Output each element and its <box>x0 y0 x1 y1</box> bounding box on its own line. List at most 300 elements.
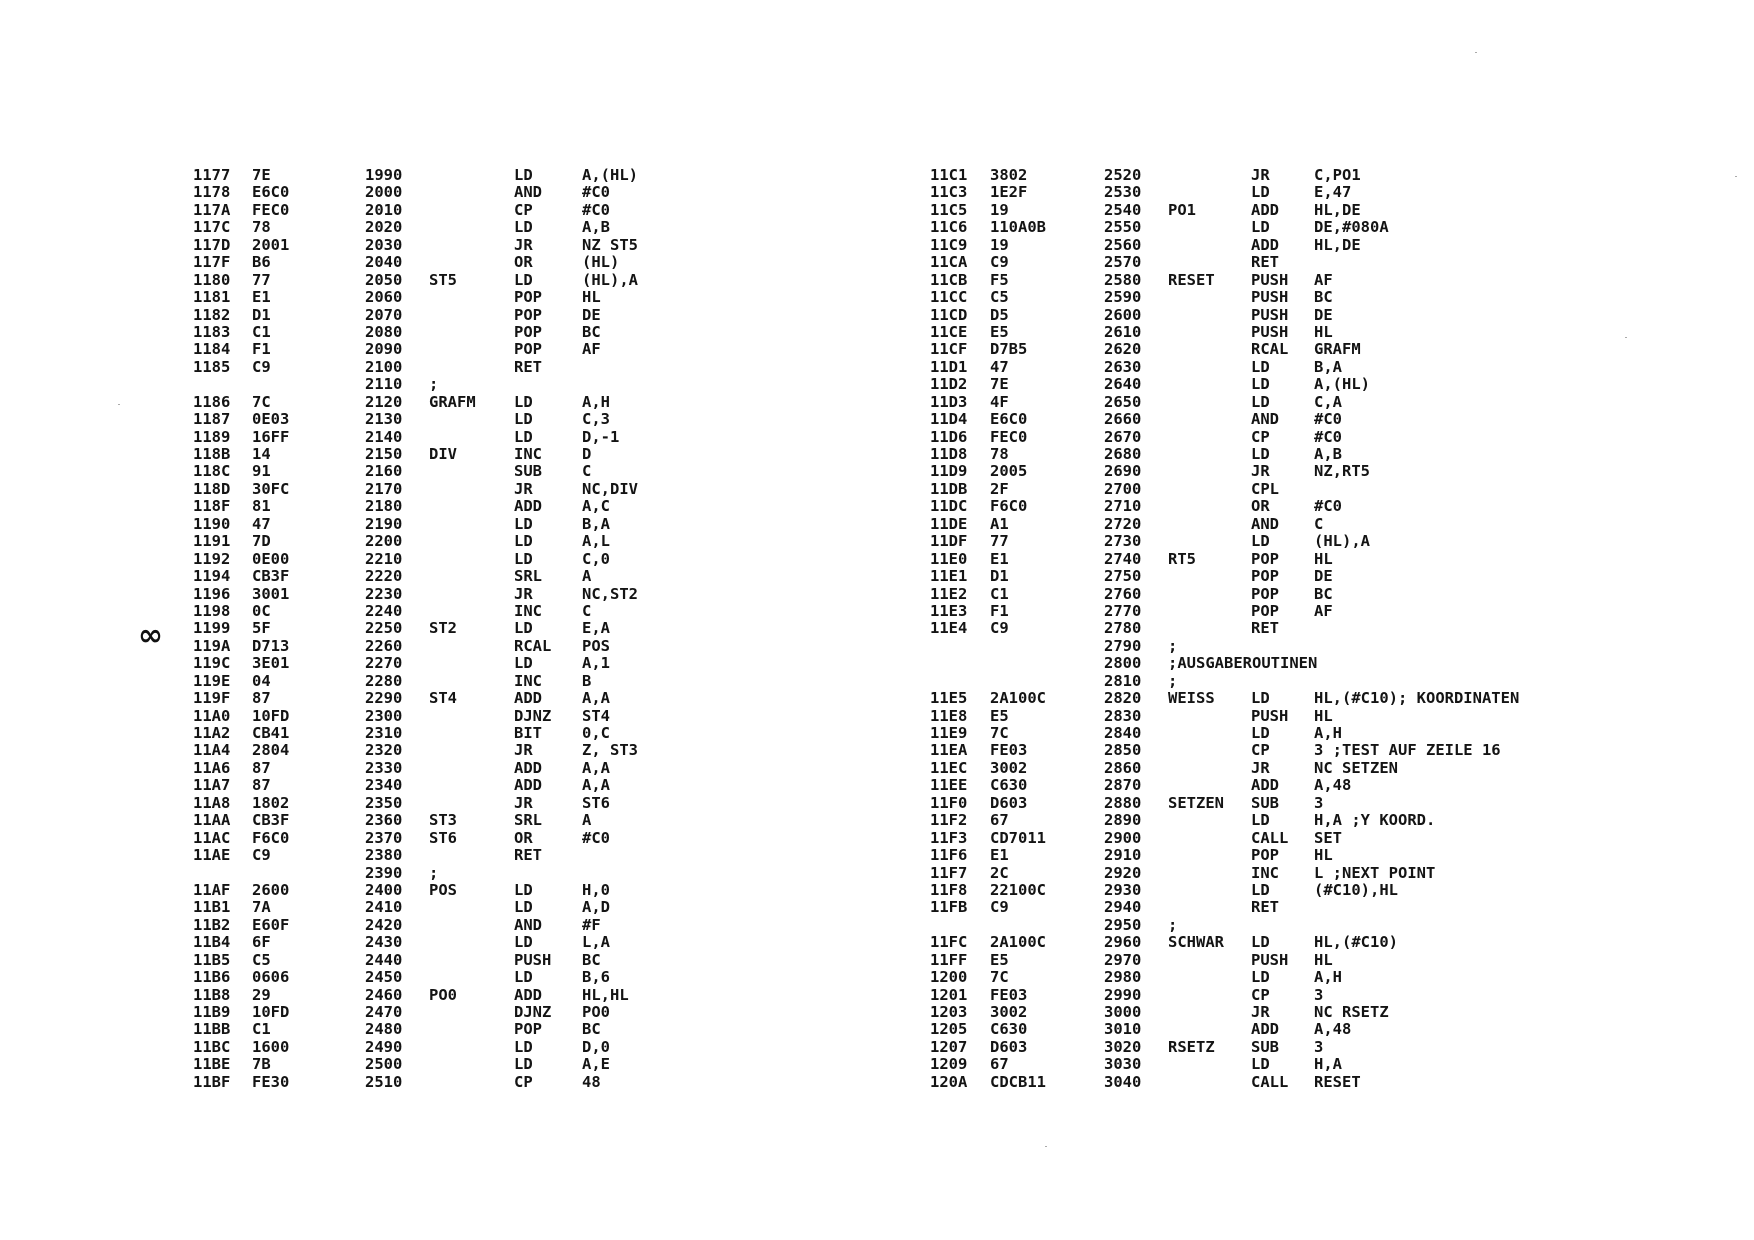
listing-op: JR <box>514 235 533 254</box>
listing-op: LD <box>1251 445 1270 463</box>
listing-addr: 119E <box>193 671 231 690</box>
listing-line: 2250 <box>365 619 403 638</box>
listing-op: PUSH <box>1251 305 1289 324</box>
listing-addr: 11CC <box>930 288 968 307</box>
listing-op: LD <box>514 1055 533 1074</box>
listing-arg: NC,DIV <box>582 479 638 498</box>
listing-addr: 120A <box>930 1072 968 1091</box>
listing-code: CB3F <box>252 567 290 586</box>
listing-addr: 1192 <box>193 549 231 568</box>
listing-label: RESET <box>1168 270 1215 289</box>
listing-op: INC <box>514 671 542 690</box>
listing-arg: ST4 <box>582 706 610 725</box>
listing-line: 2530 <box>1104 183 1142 202</box>
listing-addr: 11E9 <box>930 724 968 742</box>
listing-op: PUSH <box>1251 288 1289 307</box>
listing-code: C9 <box>252 357 271 376</box>
listing-addr: 1186 <box>193 392 231 411</box>
listing-code: A1 <box>990 514 1009 533</box>
listing-code: C9 <box>990 619 1009 638</box>
listing-code: 0C <box>252 601 271 620</box>
listing-line: 2670 <box>1104 427 1142 446</box>
listing-op: LD <box>514 218 533 237</box>
listing-arg: (HL),A <box>582 270 638 289</box>
listing-arg: HL <box>1314 846 1333 865</box>
listing-addr: 11B2 <box>193 915 231 934</box>
listing-addr: 11EA <box>930 741 968 760</box>
listing-arg: C,PO1 <box>1314 166 1361 184</box>
listing-addr: 118D <box>193 479 231 498</box>
listing-line: 2840 <box>1104 724 1142 742</box>
listing-arg: #F <box>582 915 601 934</box>
listing-op: LD <box>514 898 533 917</box>
listing-op: AND <box>514 915 542 934</box>
listing-arg: C,0 <box>582 549 610 568</box>
listing-code: 47 <box>252 514 271 533</box>
listing-arg: 3 <box>1314 985 1324 1004</box>
listing-op: LD <box>1251 968 1270 987</box>
listing-addr: 119F <box>193 689 231 708</box>
listing-line: 2080 <box>365 322 403 341</box>
listing-code: 19 <box>990 200 1009 219</box>
listing-code: 30FC <box>252 479 290 498</box>
listing-addr: 11E8 <box>930 706 968 725</box>
listing-addr: 11B4 <box>193 933 231 952</box>
listing-arg: 3 ;TEST AUF ZEILE 16 <box>1314 741 1501 760</box>
listing-addr: 11EC <box>930 758 968 777</box>
listing-code: 7E <box>252 166 271 184</box>
listing-line: 2960 <box>1104 933 1142 952</box>
listing-line: 2580 <box>1104 270 1142 289</box>
listing-addr: 11BB <box>193 1020 231 1039</box>
listing-code: 22100C <box>990 880 1046 899</box>
listing-code: 78 <box>990 445 1009 463</box>
listing-addr: 1189 <box>193 427 231 446</box>
listing-op: PUSH <box>1251 322 1289 341</box>
listing-code: 2804 <box>252 741 290 760</box>
listing-code: 7C <box>990 724 1009 742</box>
listing-line: 2520 <box>1104 166 1142 184</box>
listing-code: C630 <box>990 776 1028 795</box>
listing-line: 2100 <box>365 357 403 376</box>
listing-line: 2930 <box>1104 880 1142 899</box>
listing-line: 2800 <box>1104 654 1142 673</box>
listing-line: 3000 <box>1104 1003 1142 1021</box>
listing-op: LD <box>1251 880 1270 899</box>
listing-code: D5 <box>990 305 1009 324</box>
listing-line: 1990 <box>365 166 403 184</box>
listing-arg: A,L <box>582 532 610 551</box>
listing-line: 2130 <box>365 410 403 429</box>
listing-line: 2720 <box>1104 514 1142 533</box>
listing-code: 77 <box>252 270 271 289</box>
listing-code: CD7011 <box>990 828 1046 847</box>
listing-label: ST6 <box>429 828 457 847</box>
listing-code: 2A100C <box>990 933 1046 952</box>
listing-line: 2240 <box>365 601 403 620</box>
listing-addr: 117F <box>193 253 231 272</box>
listing-label: PO0 <box>429 985 457 1004</box>
listing-arg: #C0 <box>1314 410 1342 429</box>
listing-addr: 11D1 <box>930 357 968 376</box>
listing-code: E5 <box>990 950 1009 969</box>
listing-op: SRL <box>514 567 542 586</box>
listing-addr: 117D <box>193 235 231 254</box>
listing-addr: 11FC <box>930 933 968 952</box>
listing-arg: 48 <box>582 1072 601 1091</box>
listing-line: 2230 <box>365 584 403 603</box>
listing-arg: HL,(#C10) <box>1314 933 1398 952</box>
listing-label: RT5 <box>1168 549 1196 568</box>
listing-addr: 11D8 <box>930 445 968 463</box>
listing-arg: BC <box>582 950 601 969</box>
listing-arg: BC <box>582 322 601 341</box>
listing-line: 2980 <box>1104 968 1142 987</box>
listing-line: 2770 <box>1104 601 1142 620</box>
listing-code: 0E03 <box>252 410 290 429</box>
listing-line: 2640 <box>1104 375 1142 394</box>
listing-code: 91 <box>252 462 271 481</box>
listing-line: 2510 <box>365 1072 403 1091</box>
listing-label: GRAFM <box>429 392 476 411</box>
listing-code: C9 <box>252 846 271 865</box>
listing-op: ADD <box>514 776 542 795</box>
listing-line: 2050 <box>365 270 403 289</box>
listing-op: LD <box>514 427 533 446</box>
listing-label: WEISS <box>1168 689 1215 708</box>
listing-code: 10FD <box>252 706 290 725</box>
listing-op: ADD <box>514 497 542 516</box>
listing-op: LD <box>1251 375 1270 394</box>
listing-line: 2570 <box>1104 253 1142 272</box>
listing-arg: BC <box>1314 584 1333 603</box>
listing-line: 2730 <box>1104 532 1142 551</box>
listing-addr: 11E1 <box>930 567 968 586</box>
listing-addr: 11BC <box>193 1037 231 1056</box>
listing-arg: A,(HL) <box>1314 375 1370 394</box>
listing-op: ADD <box>514 689 542 708</box>
listing-op: LD <box>1251 1055 1270 1074</box>
listing-op: CP <box>514 200 533 219</box>
listing-addr: 11B1 <box>193 898 231 917</box>
listing-arg: A,1 <box>582 654 610 673</box>
listing-line: 2620 <box>1104 340 1142 359</box>
listing-op: JR <box>514 479 533 498</box>
listing-addr: 11E2 <box>930 584 968 603</box>
listing-label: ; <box>1168 671 1178 690</box>
listing-line: 2260 <box>365 636 403 655</box>
listing-op: ADD <box>1251 776 1279 795</box>
listing-line: 2480 <box>365 1020 403 1039</box>
listing-line: 2200 <box>365 532 403 551</box>
listing-code: E60F <box>252 915 290 934</box>
listing-line: 2560 <box>1104 235 1142 254</box>
listing-op: OR <box>514 253 533 272</box>
listing-addr: 11AA <box>193 811 231 830</box>
listing-arg: C,3 <box>582 410 610 429</box>
listing-line: 2790 <box>1104 636 1142 655</box>
listing-line: 2000 <box>365 183 403 202</box>
listing-op: LD <box>514 532 533 551</box>
margin-mark: ∞ <box>138 618 163 653</box>
listing-op: ADD <box>514 758 542 777</box>
listing-line: 2740 <box>1104 549 1142 568</box>
listing-addr: 11E4 <box>930 619 968 638</box>
listing-arg: HL <box>1314 706 1333 725</box>
listing-code: 67 <box>990 811 1009 830</box>
listing-op: CP <box>1251 741 1270 760</box>
listing-addr: 117A <box>193 200 231 219</box>
listing-addr: 11A8 <box>193 793 231 812</box>
listing-code: FE03 <box>990 985 1028 1004</box>
listing-op: JR <box>514 584 533 603</box>
listing-op: LD <box>514 514 533 533</box>
listing-arg: D <box>582 445 592 463</box>
listing-addr: 11B5 <box>193 950 231 969</box>
listing-line: 2940 <box>1104 898 1142 917</box>
listing-addr: 11BE <box>193 1055 231 1074</box>
listing-line: 2350 <box>365 793 403 812</box>
listing-code: 77 <box>990 532 1009 551</box>
listing-op: LD <box>514 933 533 952</box>
listing-addr: 11EE <box>930 776 968 795</box>
listing-code: 5F <box>252 619 271 638</box>
listing-op: ADD <box>1251 1020 1279 1039</box>
listing-code: E1 <box>990 846 1009 865</box>
listing-arg: A,H <box>582 392 610 411</box>
listing-op: CP <box>1251 985 1270 1004</box>
listing-label: ; <box>1168 915 1178 934</box>
listing-code: F5 <box>990 270 1009 289</box>
listing-code: 2600 <box>252 880 290 899</box>
listing-line: 2900 <box>1104 828 1142 847</box>
listing-arg: PO0 <box>582 1003 610 1021</box>
listing-code: 7C <box>252 392 271 411</box>
listing-arg: AF <box>1314 270 1333 289</box>
listing-code: 29 <box>252 985 271 1004</box>
listing-op: POP <box>1251 567 1279 586</box>
listing-label: ST5 <box>429 270 457 289</box>
listing-op: POP <box>514 1020 542 1039</box>
listing-arg: NC SETZEN <box>1314 758 1398 777</box>
listing-op: INC <box>514 601 542 620</box>
listing-code: CB41 <box>252 724 290 742</box>
listing-line: 2870 <box>1104 776 1142 795</box>
listing-arg: #C0 <box>582 828 610 847</box>
listing-op: POP <box>1251 549 1279 568</box>
listing-addr: 11BF <box>193 1072 231 1091</box>
listing-code: 2C <box>990 863 1009 882</box>
listing-addr: 11E0 <box>930 549 968 568</box>
listing-line: 3010 <box>1104 1020 1142 1039</box>
listing-op: LD <box>1251 689 1270 708</box>
listing-addr: 119A <box>193 636 231 655</box>
listing-op: LD <box>1251 218 1270 237</box>
listing-addr: 11B9 <box>193 1003 231 1021</box>
listing-addr: 11C5 <box>930 200 968 219</box>
listing-line: 2040 <box>365 253 403 272</box>
listing-op: JR <box>1251 166 1270 184</box>
listing-line: 2280 <box>365 671 403 690</box>
listing-code: 4F <box>990 392 1009 411</box>
listing-addr: 11C6 <box>930 218 968 237</box>
listing-addr: 11CE <box>930 322 968 341</box>
listing-code: C9 <box>990 253 1009 272</box>
listing-code: FEC0 <box>990 427 1028 446</box>
listing-code: 2A100C <box>990 689 1046 708</box>
listing-arg: ST6 <box>582 793 610 812</box>
listing-code: F6C0 <box>252 828 290 847</box>
listing-addr: 11CA <box>930 253 968 272</box>
listing-arg: (HL) <box>582 253 620 272</box>
listing-code: D713 <box>252 636 290 655</box>
listing-line: 2890 <box>1104 811 1142 830</box>
listing-code: F6C0 <box>990 497 1028 516</box>
listing-line: 2220 <box>365 567 403 586</box>
listing-op: AND <box>1251 514 1279 533</box>
listing-op: AND <box>514 183 542 202</box>
listing-code: 6F <box>252 933 271 952</box>
listing-op: LD <box>514 654 533 673</box>
listing-line: 2390 <box>365 863 403 882</box>
listing-addr: 11DC <box>930 497 968 516</box>
listing-label: POS <box>429 880 457 899</box>
listing-arg: AF <box>1314 601 1333 620</box>
listing-line: 2090 <box>365 340 403 359</box>
listing-code: CDCB11 <box>990 1072 1046 1091</box>
listing-addr: 1185 <box>193 357 231 376</box>
listing-code: E6C0 <box>990 410 1028 429</box>
listing-code: 7E <box>990 375 1009 394</box>
listing-line: 2030 <box>365 235 403 254</box>
listing-code: 87 <box>252 758 271 777</box>
listing-addr: 11AC <box>193 828 231 847</box>
listing-addr: 11F0 <box>930 793 968 812</box>
listing-addr: 1184 <box>193 340 231 359</box>
listing-addr: 1194 <box>193 567 231 586</box>
listing-line: 2120 <box>365 392 403 411</box>
listing-arg: C <box>1314 514 1324 533</box>
listing-label: ST3 <box>429 811 457 830</box>
listing-code: 3E01 <box>252 654 290 673</box>
listing-arg: H,A <box>1314 1055 1342 1074</box>
listing-arg: B,A <box>582 514 610 533</box>
listing-line: 2780 <box>1104 619 1142 638</box>
listing-label: ; <box>429 863 439 882</box>
listing-op: JR <box>514 741 533 760</box>
listing-arg: A,H <box>1314 968 1342 987</box>
listing-op: LD <box>514 392 533 411</box>
listing-arg: A,B <box>1314 445 1342 463</box>
listing-line: 2160 <box>365 462 403 481</box>
listing-line: 2140 <box>365 427 403 446</box>
listing-op: LD <box>1251 724 1270 742</box>
listing-op: JR <box>514 793 533 812</box>
listing-op: CALL <box>1251 1072 1289 1091</box>
listing-code: 7C <box>990 968 1009 987</box>
listing-label: ; <box>429 375 439 394</box>
listing-line: 2630 <box>1104 357 1142 376</box>
listing-addr: 1182 <box>193 305 231 324</box>
listing-arg: A,A <box>582 689 610 708</box>
listing-line: 2060 <box>365 288 403 307</box>
listing-addr: 1181 <box>193 288 231 307</box>
listing-op: OR <box>1251 497 1270 516</box>
listing-op: RET <box>1251 253 1279 272</box>
listing-line: 2020 <box>365 218 403 237</box>
listing-op: INC <box>1251 863 1279 882</box>
listing-arg: A,H <box>1314 724 1342 742</box>
listing-code: 1E2F <box>990 183 1028 202</box>
listing-code: 04 <box>252 671 271 690</box>
listing-code: 7A <box>252 898 271 917</box>
listing-arg: A,(HL) <box>582 166 638 184</box>
listing-op: LD <box>1251 392 1270 411</box>
listing-addr: 11A6 <box>193 758 231 777</box>
listing-addr: 1199 <box>193 619 231 638</box>
listing-addr: 1178 <box>193 183 231 202</box>
listing-code: C1 <box>990 584 1009 603</box>
listing-arg: GRAFM <box>1314 340 1361 359</box>
listing-arg: A,A <box>582 776 610 795</box>
listing-addr: 117C <box>193 218 231 237</box>
listing-line: 2830 <box>1104 706 1142 725</box>
listing-line: 2180 <box>365 497 403 516</box>
listing-line: 2170 <box>365 479 403 498</box>
listing-addr: 11D6 <box>930 427 968 446</box>
listing-code: 7D <box>252 532 271 551</box>
listing-addr: 1190 <box>193 514 231 533</box>
listing-op: SRL <box>514 811 542 830</box>
listing-code: E5 <box>990 706 1009 725</box>
listing-op: INC <box>514 445 542 463</box>
listing-arg: HL,DE <box>1314 235 1361 254</box>
listing-line: 2490 <box>365 1037 403 1056</box>
listing-op: PUSH <box>1251 950 1289 969</box>
listing-code: FE30 <box>252 1072 290 1091</box>
listing-arg: BC <box>1314 288 1333 307</box>
listing-line: 2400 <box>365 880 403 899</box>
listing-addr: 1187 <box>193 410 231 429</box>
listing-addr: 1180 <box>193 270 231 289</box>
listing-op: SUB <box>514 462 542 481</box>
listing-arg: A <box>582 811 592 830</box>
listing-op: POP <box>1251 601 1279 620</box>
listing-op: LD <box>514 270 533 289</box>
listing-code: F1 <box>990 601 1009 620</box>
listing-addr: 11D9 <box>930 462 968 481</box>
listing-line: 2710 <box>1104 497 1142 516</box>
listing-line: 2310 <box>365 724 403 742</box>
listing-addr: 1177 <box>193 166 231 184</box>
listing-addr: 11A0 <box>193 706 231 725</box>
listing-addr: 11F6 <box>930 846 968 865</box>
listing-line: 2470 <box>365 1003 403 1021</box>
listing-code: 1802 <box>252 793 290 812</box>
listing-arg: A,48 <box>1314 776 1352 795</box>
listing-addr: 11F7 <box>930 863 968 882</box>
listing-label: RSETZ <box>1168 1037 1215 1056</box>
listing-code: C1 <box>252 322 271 341</box>
listing-op: ADD <box>1251 235 1279 254</box>
listing-arg: A,48 <box>1314 1020 1352 1039</box>
listing-arg: #C0 <box>582 200 610 219</box>
listing-label: DIV <box>429 445 457 463</box>
listing-op: SUB <box>1251 793 1279 812</box>
listing-op: LD <box>514 1037 533 1056</box>
listing-label: SCHWAR <box>1168 933 1224 952</box>
listing-line: 2320 <box>365 741 403 760</box>
